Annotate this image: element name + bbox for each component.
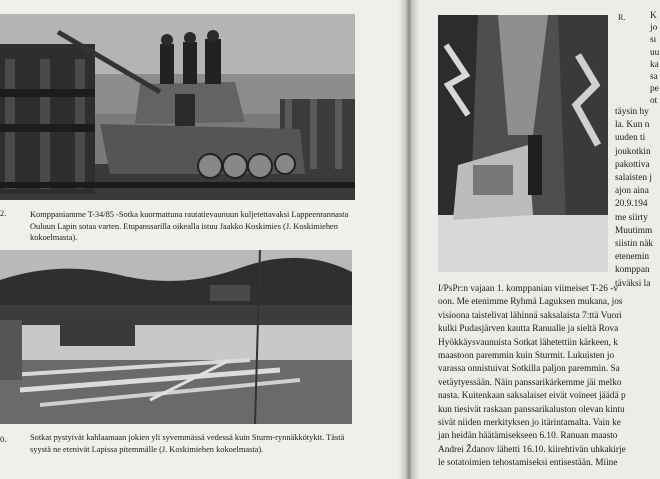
text-line: siistin näk <box>615 239 653 249</box>
text-line: I/PsPr:n vajaan 1. komppanian viimeiset T-26 -v <box>438 284 618 294</box>
text-line: komppan <box>615 265 650 276</box>
photo-caption: Sotkat pystyivät kahlaamaan jokien yli syvemmässä vedessä kuin Sturm-rynnäkkötykit. Tästä syystä ne etenivät Lapissa pitemmälle (J. Koskimiehen kokoelmasta). <box>30 433 345 454</box>
text-line: sı <box>650 35 657 46</box>
text-line: la. Kun n <box>615 120 650 131</box>
text-line: maastoon paremmin kuin Sturmit. Lukuisten jo <box>438 351 615 361</box>
text-line: kun tiesivät raskaan panssarikaluston olevan kintu <box>438 404 625 415</box>
text-line: joukotkin <box>615 146 651 157</box>
text-line: sa <box>650 72 658 82</box>
caption-number: 2. <box>0 209 7 218</box>
text-line: ajon aina <box>615 186 649 197</box>
photo-caption: Komppaniamme T-34/85 -Sotka kuormattuna rautatievaunuun kuljetettavaksi Lappeenrannasta Ouluun Lapin sotaa varten. Etupanssarilla oikealla istuu Jaakko Koskimies (J. Koskimiehen kokoelmasta). <box>30 210 349 242</box>
text-line: salaisten j <box>615 173 652 183</box>
text-line: pakottiva <box>615 159 650 170</box>
text-line: pe <box>650 84 659 95</box>
tank-on-railcar-photo <box>0 14 355 200</box>
text-line: Andrei Ždanov lähetti 16.10. kiirehtivän uhkakirje <box>438 444 626 455</box>
text-line: oon. Me etenimme Ryhmä Laguksen mukana, jos <box>438 297 623 308</box>
text-line: jo <box>650 23 658 34</box>
text-line: sivät niiden merkityksen jo itärintamalta. Vain ke <box>438 418 621 428</box>
photo-letter-label: R. <box>618 13 626 22</box>
text-line: le sotatoimien tehostamiseksi entisestään. Miine <box>438 458 618 469</box>
text-line: vetäytyessään. Näin panssarikärkemme jäi melko <box>438 377 622 388</box>
tank-in-snowy-forest-photo <box>438 15 608 272</box>
text-line: ot <box>650 96 658 107</box>
text-line: ka <box>650 59 659 70</box>
caption-number: 0. <box>0 435 7 444</box>
text-line: nasta. Kuitenkaan saksalaiset eivät voineet jäädä p <box>438 391 626 402</box>
text-line: visioona taistelivat lähinnä saksalaista 7:ttä Vuori <box>438 310 622 321</box>
text-line: 20.9.194 <box>615 199 648 210</box>
text-line: varassa onnistuivat Sotkilla paljon paremmin. Sa <box>438 364 620 375</box>
text-line: täväksi la <box>615 278 651 289</box>
text-line: Hyökkäysvaunuista Sotkat lähetettiin kärkeen, k <box>438 337 618 348</box>
tank-fording-river-photo <box>0 250 352 424</box>
text-line: uuden ti <box>615 133 646 144</box>
text-line: uu <box>650 47 660 58</box>
book-gutter <box>398 0 420 479</box>
text-line: täysin hy <box>615 107 649 117</box>
text-line: K <box>650 11 657 21</box>
text-line: jan heidän häätämisekseen 6.10. Ranuan maasto <box>438 431 618 442</box>
text-line: kulki Pudasjärven kautta Ranualle ja sieltä Rova <box>438 324 619 335</box>
text-line: etenemin <box>615 252 650 263</box>
text-line: me siirty <box>615 212 648 223</box>
text-line: Muutimm <box>615 225 653 236</box>
